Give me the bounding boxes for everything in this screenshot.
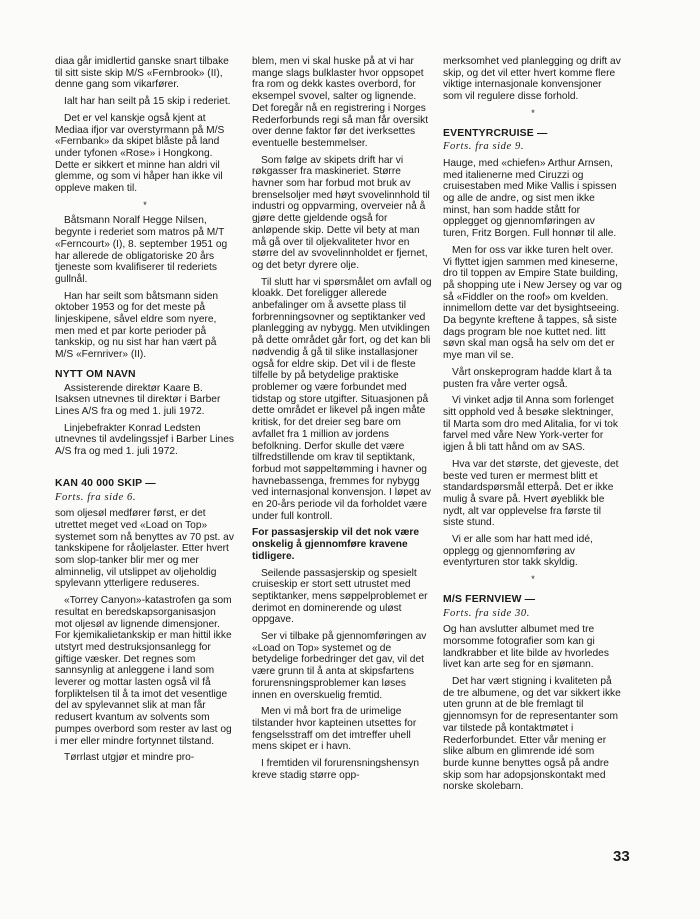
paragraph: Ialt har han seilt på 15 skip i rederiet. <box>64 96 231 108</box>
paragraph: Som følge av skipets drift har vi røkgasser fra maskineriet. Større havner som har forbud mot bruk av brenselsoljer med høyt svovelinnhold til industri og oppvarming, overveier nå å gjøre dette gjeldende også for anløpende skip. Dette vil bety at man må gå over til oljekvaliteter hvor en større del av svovelinnholdet er fjernet, og det betyr dyrere olje. <box>252 154 430 271</box>
column-3 <box>443 56 623 798</box>
separator-star: * <box>531 574 535 585</box>
section-heading: M/S FERNVIEW — <box>443 593 536 605</box>
paragraph: Hauge, med «chiefen» Arthur Arnsen, med italienerne med Ciruzzi og cruisestaben med Mike Vallis i spissen og alle de andre, og sist men ikke minst, han som hadde stått for opplegget og gjennomføringen av turen, Fritz Borgen. Full honnør til alle. <box>443 157 617 240</box>
paragraph: som oljesøl medfører først, er det utrettet meget ved «Load on Top» systemet som nå benyttes av 70 pst. av tankskipene for råoljelaster. Etter hvert som slop-tanker blir mer og mer alminnelig, vil utslippet av oljeholdig spylevann ytterligere reduseres. <box>55 508 234 590</box>
paragraph: Vi vinket adjø til Anna som forlenget sitt opphold ved å besøke slektninger, til Marta som dro med Alitalia, for vi tok farvel med våre New York-verter for igjen å bli tatt hånd om av SAS. <box>443 395 618 454</box>
section-heading: KAN 40 000 SKIP — <box>55 477 156 489</box>
paragraph: Det er vel kanskje også kjent at Mediaa ifjor var overstyrmann på M/S «Fernbank» da skipet blåste på land under tyfonen «Rose» i Hongkong. Dette er sikkert et minne han aldri vil glemme, og som vi håper han ikke vil oppleve maken til. <box>55 112 225 195</box>
paragraph: Seilende passasjerskip og spesielt cruiseskip er stort sett utrustet med septiktanker, mens søppelproblemet er derimot en dominerende og uløst oppgave. <box>252 567 428 626</box>
paragraph: Men for oss var ikke turen helt over. Vi flyttet igjen sammen med kineserne, dro til toppen av Empire State building, på shopping ute i New Jersey og var og så «Fiddler on the roof» om kvelden. innimellom dette var det bysightseeing. Da begynte kreftene å tappes, så siste dags program ble noe kuttet ned. litt søvn skal man også ha selv om det er mye man vil se. <box>443 244 622 362</box>
paragraph: blem, men vi skal huske på at vi har mange slags bulklaster hvor oppsopet fra rom og dekk kastes overbord, for eksempel svovel, salter og lignende. Det foregår nå en registrering i Norges Rederforbunds regi så man får oversikt over denne faktor før det iverksettes eventuelle bestemmelser. <box>252 56 429 149</box>
paragraph: Men vi må bort fra de urimelige tilstander hvor kapteinen utsettes for fengselsstraff om det imtreffer uhell mens skipet er i havn. <box>252 706 417 753</box>
section-heading: NYTT OM NAVN <box>55 368 136 380</box>
paragraph: «Torrey Canyon»-katastrofen ga som resultat en beredskapsorganisasjon mot oljesøl av lignende dimensjoner. For kjemikalietankskip er man hittil ikke utstyrt med destruksjonsanlegg for giftige væsker. Det regnes som sannsynlig at anleggene i land som leverer og mottar lasten også vil få forpliktelsen til å ta imot det vesentlige del av spylevannet slik at man får redusert kvantum av solvents som pumpes overbord som rester av last og i mer eller mindre fortynnet tilstand. <box>55 595 232 747</box>
bold-paragraph: For passasjerskip vil det nok være onskelig å gjennomføre kravene tidligere. <box>252 527 420 562</box>
section-heading: EVENTYRCRUISE — <box>443 127 548 139</box>
paragraph: Han har seilt som båtsmann siden oktober 1953 og for det meste på linjeskipene, såvel eldre som nyere, men med et par korte perioder på tankskip, og nu sist har han vært på M/S «Fernriver» (II). <box>55 290 219 361</box>
continued-from-note: Forts. fra side 6. <box>55 491 137 503</box>
paragraph: Hva var det største, det gjeveste, det beste ved turen er mermest blitt et standardspørsmål etterpå. Det er ikke mulig å svare på. Hvert øyeblikk ble nydt, alt var opplevelse fra første til siste stund. <box>443 458 619 529</box>
paragraph: Vi er alle som har hatt med idé, opplegg og gjennomføring av eventyrturen stor takk skyldig. <box>443 534 593 569</box>
separator-star: * <box>531 107 535 118</box>
continued-from-note: Forts. fra side 30. <box>443 607 530 619</box>
paragraph: Tørrlast utgjør et mindre pro- <box>64 752 195 764</box>
separator-star: * <box>143 199 147 210</box>
paragraph: Det har vært stigning i kvaliteten på de tre albumene, og det var sikkert ikke uten grunn at de ble fremlagt til gjennomsyn for de representanter som var tilstede på kontaktmøtet i Rederforbundet. Etter vår mening er slike album en glimrende idé som burde kunne benyttes også på andre skip som har adopsjonskontakt med norske skolebarn. <box>443 676 621 793</box>
paragraph: Vårt onskeprogram hadde klart å ta pusten fra våre verter også. <box>443 366 612 390</box>
paragraph: Assisterende direktør Kaare B. Isaksen utnevnes til direktør i Barber Lines A/S fra og med 1. juli 1972. <box>55 382 221 417</box>
column-1 <box>55 56 235 769</box>
paragraph: merksomhet ved planlegging og drift av skip, og det vil etter hvert komme flere viktige internasjonale konvensjoner som vil regulere disse forhold. <box>443 56 621 103</box>
page-number: 33 <box>613 848 630 865</box>
paragraph: Linjebefrakter Konrad Ledsten utnevnes til avdelingssjef i Barber Lines A/S fra og med 1. juli 1972. <box>55 422 234 458</box>
paragraph: Til slutt har vi spørsmålet om avfall og kloakk. Det foreligger allerede anbefalinger om å avsette plass til forbrenningsovner og septiktanker ved planlegging av nybygg. Men utviklingen på dette området går fort, og det kan bli nødvendig å gå til slike installasjoner også for eldre skip. Det vil i de fleste tilfelle by på betydelige praktiske problemer og være forbundet med tidstap og store utgifter. Situasjonen på dette området er likevel på ingen måte kritisk, for det dreier seg bare om avfallet fra 1 million av jordens befolkning. Derfor skulle det være tilfredstillende om krav til septiktank, forbud mot søppeltømming i havner og havnebassenga, fremmes for nybygg ved internasjonal konvensjon. I løpet av en 20-års periode vil da forholdet være under full kontroll. <box>252 276 432 522</box>
continued-from-note: Forts. fra side 9. <box>443 141 525 153</box>
paragraph: Og han avslutter albumet med tre morsomme fotografier som kan gi landkrabber et lite bilde av hvorledes livet kan arte seg for en sjømann. <box>443 624 609 671</box>
paragraph: Båtsmann Noralf Hegge Nilsen, begynte i rederiet som matros på M/T «Ferncourt» (I), 8. september 1951 og har allerede de obligatoriske 20 års tjeneste som kvalifiserer til rederiets gullnål. <box>55 215 228 285</box>
paragraph: I fremtiden vil forurensningshensyn kreve stadig større opp- <box>252 758 419 781</box>
paragraph: diaa går imidlertid ganske snart tilbake til sitt siste skip M/S «Fernbrook» (II), denne gang som vikarfører. <box>55 56 229 91</box>
paragraph: Ser vi tilbake på gjennomføringen av «Load on Top» systemet og de betydelige forbedringer det gav, vil det være grunn til å anta at skipsfartens forurensningsproblemer kan løses innen en overskuelig fremtid. <box>252 631 427 701</box>
column-2 <box>252 56 432 786</box>
